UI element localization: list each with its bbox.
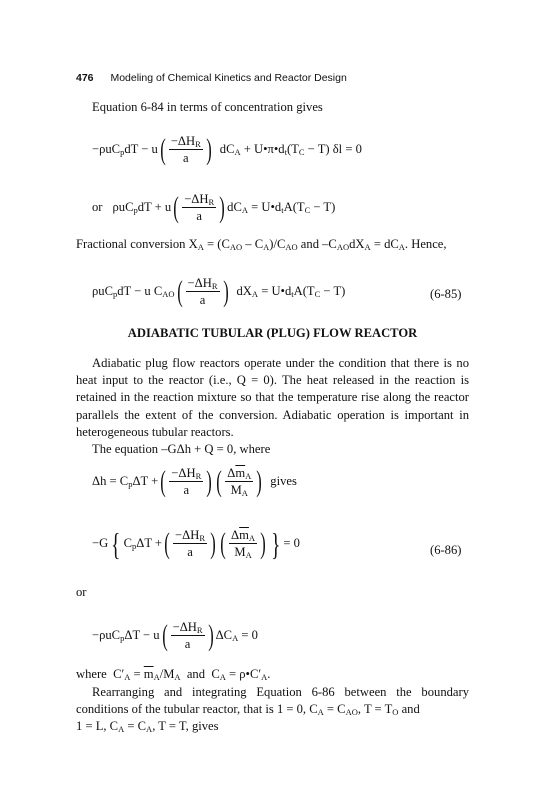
gives-label: gives (270, 474, 297, 488)
equation-number-6-85: (6-85) (430, 287, 462, 301)
intro-text: Equation 6-84 in terms of concentration gives (92, 100, 323, 114)
page-number: 476 (76, 72, 94, 84)
equation-delta-h: $\Delta h = C_p\Delta T$ + ( $\frac{-\Delta H_R}{a}$ ) ( $\frac{\Delta\overline{m}_A}{M_A}$ ) gives (92, 464, 297, 498)
or-label-2: or (76, 585, 87, 599)
equation-6-86: −G { $C_p\Delta T$ + ( $\frac{-\Delta H_R}{a}$ ) ( $\frac{\Delta\overline{m}_A}{M_A}$ ) } = 0 (92, 525, 300, 562)
paragraph-boundary-text: Rearranging and integrating Equation 6-86 between the boundary conditions of the tubular reactor, that is 1 = 0, $C_A = C_{AO}$, $T = T_O$ and (76, 685, 469, 718)
equation-energy-balance: −ρuC$_p$dT − u ( $\frac{-\Delta H_R}{a}$ ) $dC_A$ + $U•\pi•d_t(T_C - T) \delta l = 0$ (92, 132, 362, 166)
or-label: or (92, 200, 103, 214)
equation-integrated-form: −ρuC$_p$ΔT − u ( $\frac{-\Delta H_R}{a}$ ) $\Delta C_A = 0$ (92, 618, 258, 652)
paragraph-boundary (76, 684, 469, 736)
where-definition: where $C'_A = \overline{m}_A/M_A$ and $C_A$ = $\rho•C'_A$. (76, 667, 271, 682)
paragraph-adiabatic (76, 355, 469, 458)
equation-6-85: ρuC$_p$dT − u $C_{AO}$ ( $\frac{-\Delta H_R}{a}$ ) $dX_A$ = $U•d_tA(T_C - T)$ (92, 274, 346, 308)
paragraph-equation-intro: The equation –GΔh + Q = 0, where (92, 442, 271, 457)
paragraph-text: Adiabatic plug flow reactors operate under the condition that there is no heat input to the reactor (i.e., Q = 0). The heat released in the reaction is retained in the reaction mixture so that the temperature rise along the reactor parallels the extent of the conversion. Adiabatic operation is important in heterogeneous tubular reactors. (76, 356, 469, 439)
equation-rearranged: or ρuC$_p$dT + u ( $\frac{-\Delta H_R}{a}$ ) $dC_A$ = $U•d_tA(T_C - T)$ (92, 190, 336, 224)
conversion-text: Fractional conversion $X_A = (C_{AO} - C_A)/C_{AO}$ and $-C_{AO}dX_A = dC_A$. Hence, (76, 237, 447, 252)
running-header (76, 72, 347, 84)
equation-number-6-86: (6-86) (430, 543, 462, 557)
running-title: Modeling of Chemical Kinetics and Reactor Design (110, 72, 347, 84)
paragraph-boundary-end: 1 = L, $C_A = C_A$, T = T, gives (76, 719, 219, 735)
section-heading: ADIABATIC TUBULAR (PLUG) FLOW REACTOR (127, 326, 418, 340)
